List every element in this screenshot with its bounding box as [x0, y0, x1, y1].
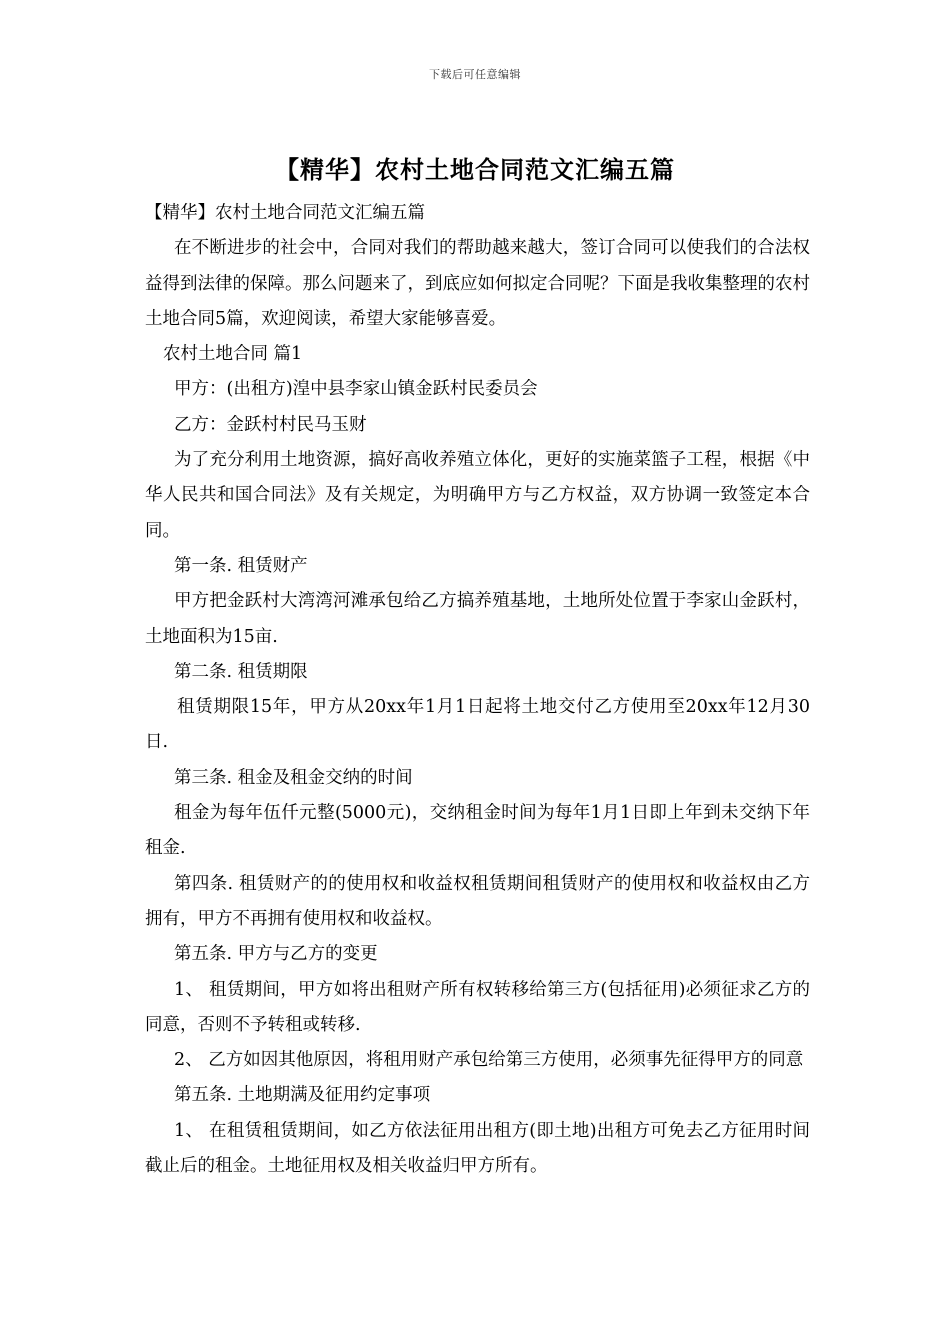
document-title: 【精华】农村土地合同范文汇编五篇	[275, 155, 675, 184]
intro-paragraph: 在不断进步的社会中，合同对我们的帮助越来越大，签订合同可以使我们的合法权益得到法律的保障。那么问题来了，到底应如何拟定合同呢？下面是我收集整理的农村土地合同5篇，欢迎阅读，希望大家能够喜爱。	[145, 238, 810, 329]
clause-item: 1、 租赁期间，甲方如将出租财产所有权转移给第三方(包括征用)必须征求乙方的同意，否则不予转租或转移.	[145, 979, 810, 1035]
article-heading: 第二条. 租赁期限	[174, 661, 308, 682]
article-text: 甲方把金跃村大湾湾河滩承包给乙方搞养殖基地，土地所处位置于李家山金跃村，土地面积为15亩.	[145, 591, 810, 647]
article-text: 租赁期限15年，甲方从20xx年1月1日起将土地交付乙方使用至20xx年12月30日.	[145, 697, 810, 753]
subtitle-line: 【精华】农村土地合同范文汇编五篇	[145, 203, 425, 223]
clause-item: 2、 乙方如因其他原因，将租用财产承包给第三方使用，必须事先征得甲方的同意	[174, 1050, 804, 1071]
header-note: 下载后可任意编辑	[429, 68, 521, 81]
article-text: 租金为每年伍仟元整(5000元)，交纳租金时间为每年1月1日即上年到未交纳下年租金.	[145, 803, 810, 859]
article-text: 第四条. 租赁财产的的使用权和收益权租赁期间租赁财产的使用权和收益权由乙方拥有，甲方不再拥有使用权和收益权。	[145, 873, 810, 929]
party-a-line: 甲方：(出租方)湟中县李家山镇金跃村民委员会	[174, 379, 538, 400]
section-heading: 农村土地合同 篇1	[163, 344, 303, 365]
document-body	[145, 196, 810, 1184]
article-heading: 第五条. 土地期满及征用约定事项	[174, 1085, 431, 1106]
party-b-line: 乙方：金跃村村民马玉财	[174, 414, 367, 435]
article-heading: 第五条. 甲方与乙方的变更	[174, 944, 378, 965]
article-heading: 第三条. 租金及租金交纳的时间	[174, 767, 413, 788]
preamble-paragraph: 为了充分利用土地资源，搞好高收养殖立体化，更好的实施菜篮子工程，根据《中华人民共和国合同法》及有关规定，为明确甲方与乙方权益，双方协调一致签定本合同。	[145, 450, 810, 541]
clause-item: 1、 在租赁租赁期间，如乙方依法征用出租方(即土地)出租方可免去乙方征用时间截止后的租金。土地征用权及相关收益归甲方所有。	[145, 1120, 810, 1177]
article-heading: 第一条. 租赁财产	[174, 555, 308, 576]
